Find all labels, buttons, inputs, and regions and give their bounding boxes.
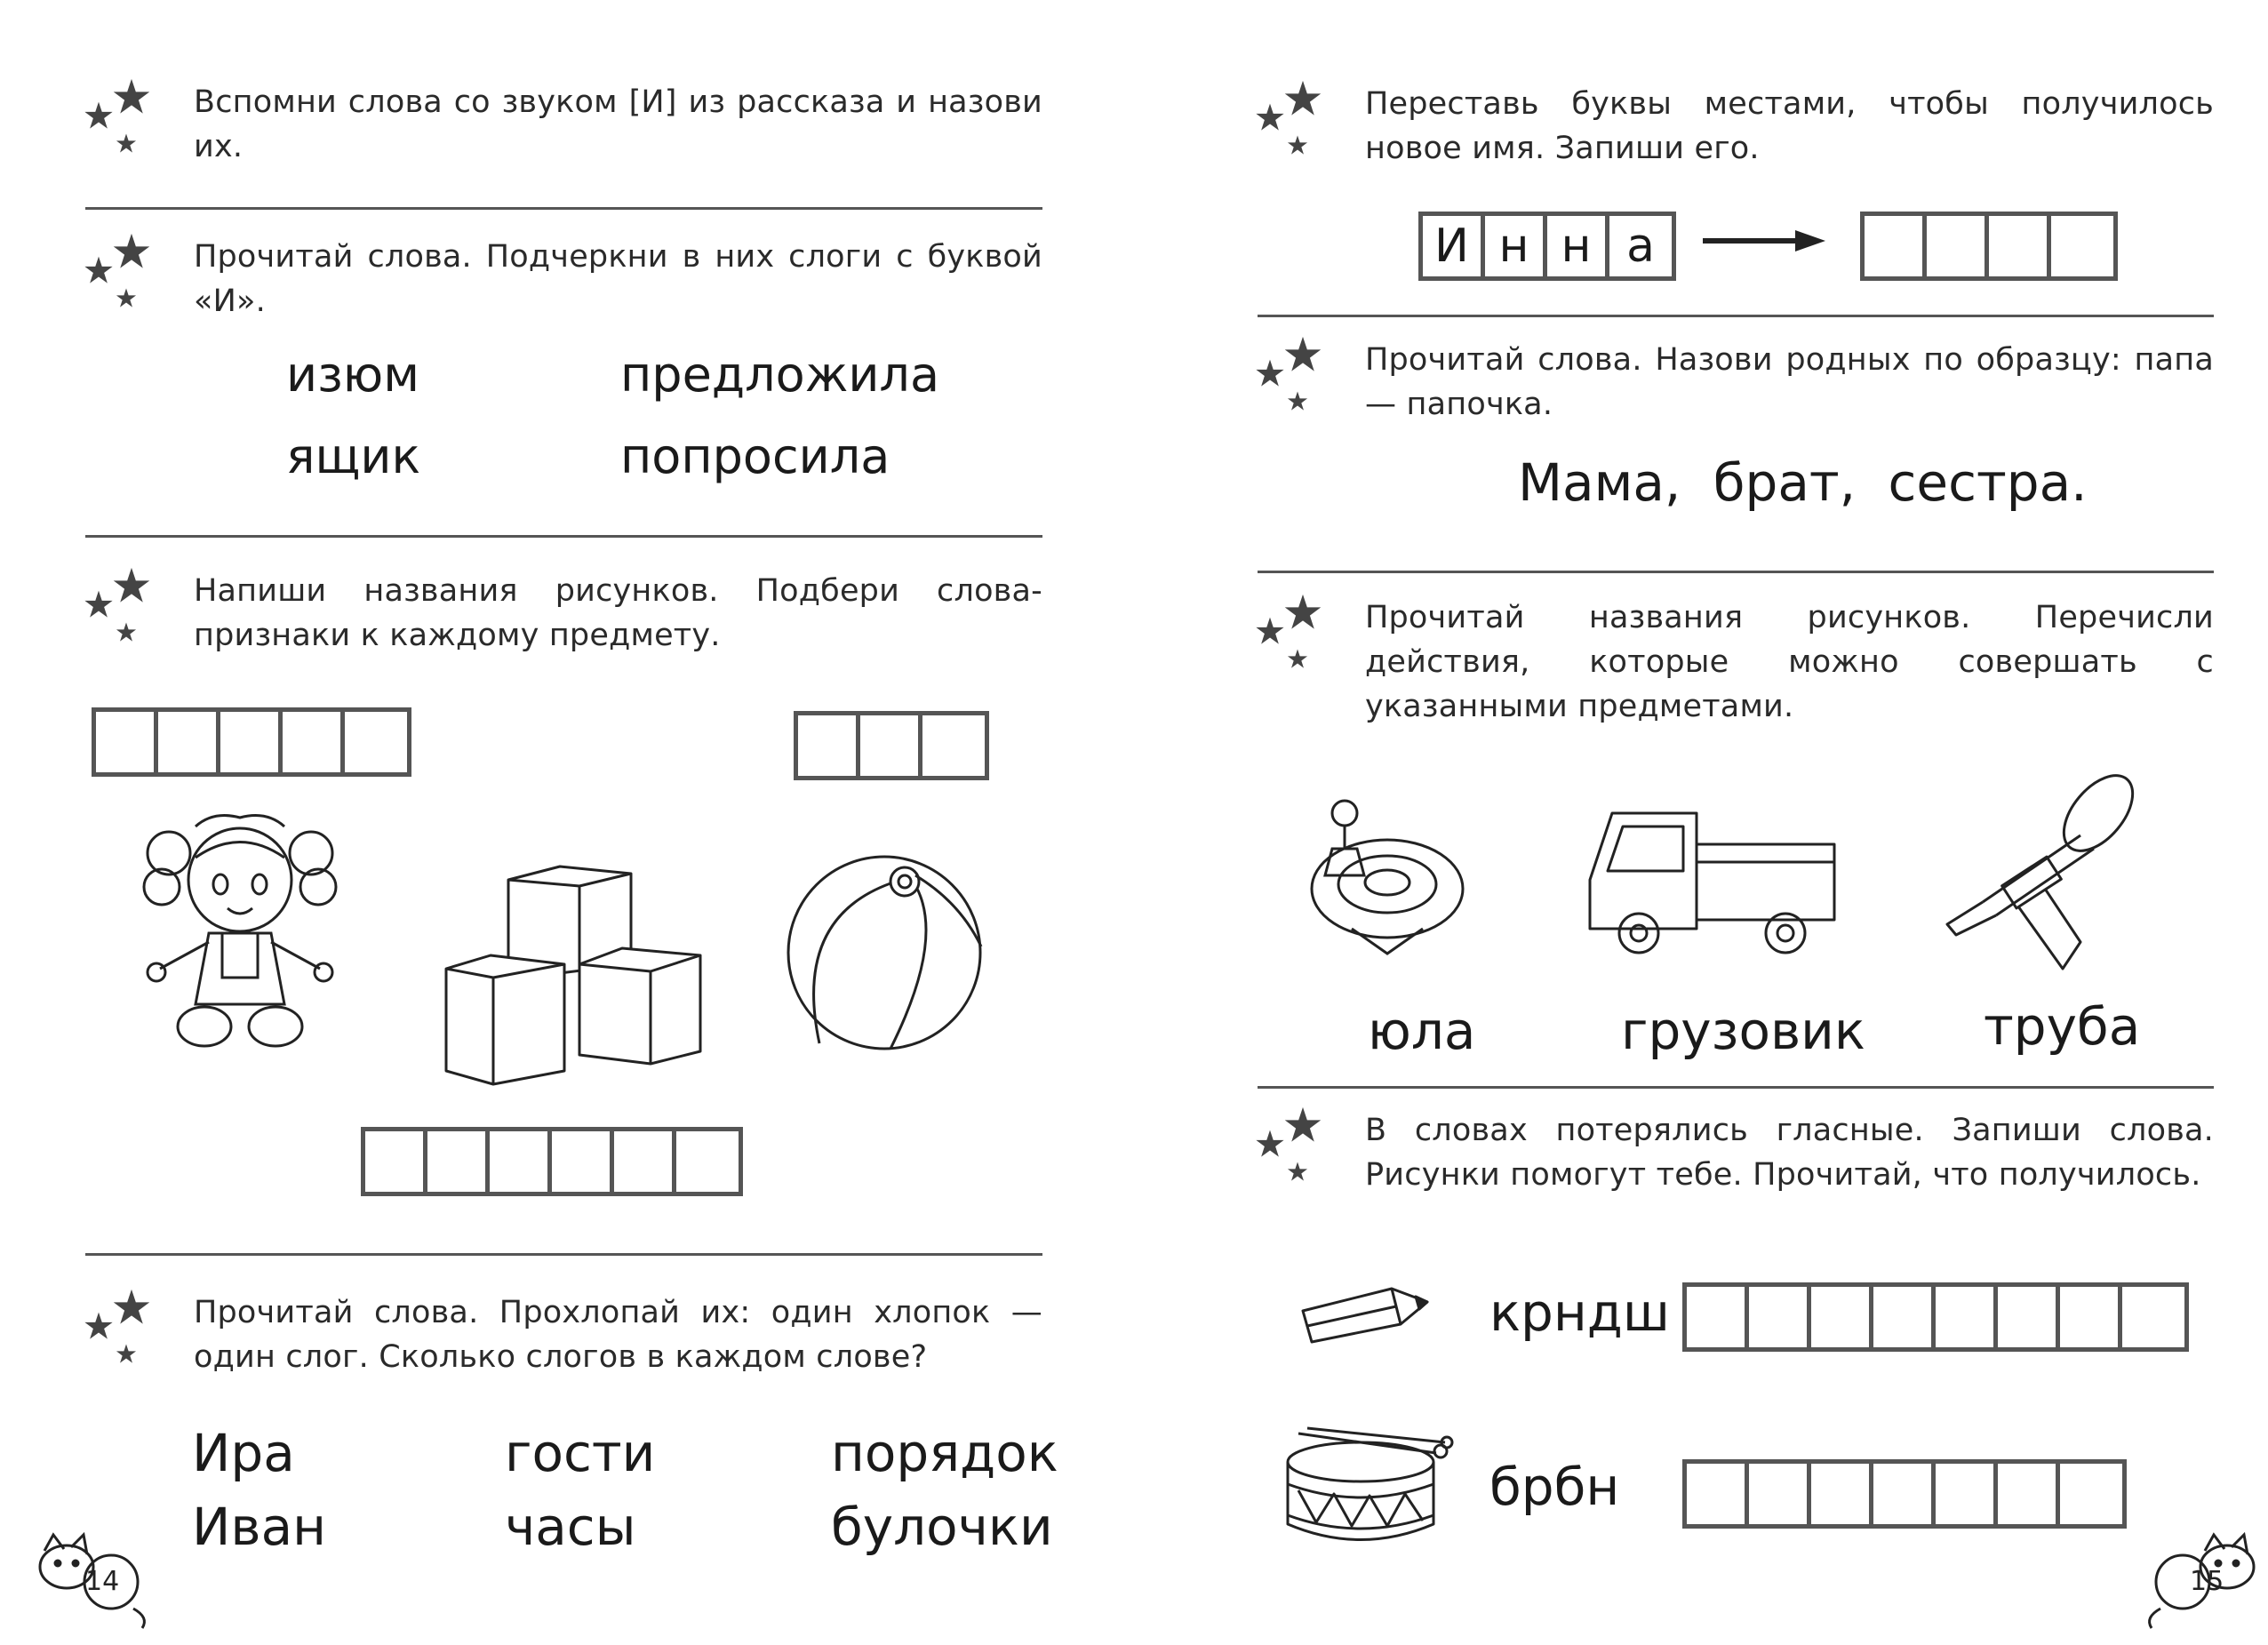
word-gosti: гости [505,1423,656,1483]
divider [85,1253,1042,1256]
divider [85,535,1042,538]
star-cluster-icon [78,78,154,154]
truck-picture [1585,804,1839,955]
task1-instruction: Вспомни слова со звуком [И] из рассказа и назови их. [194,84,1042,164]
arrow-right-icon [1703,228,1827,254]
task1-instruction: Переставь буквы местами, чтобы получилось новое имя. Запиши его. [1365,86,2214,166]
word-ira: Ира [192,1423,295,1483]
word-chasy: часы [505,1497,636,1557]
pencil-picture [1298,1284,1432,1346]
word-izyum: изюм [286,347,420,403]
page-number: 14 [85,1566,120,1597]
star-cluster-icon [1250,80,1325,156]
spinning-top-picture [1307,795,1476,955]
word-krndsh: крндш [1489,1282,1670,1343]
divider [1258,1086,2214,1089]
star-cluster-icon [78,567,154,643]
page-number: 15 [2190,1566,2224,1597]
answer-grid-doll[interactable] [92,707,411,777]
star-cluster-icon [1250,1106,1325,1182]
letter-cell: н [1485,216,1547,276]
star-cluster-icon [1250,594,1325,669]
task3-instruction: Прочитай названия рисунков. Перечисли действия, которые можно совершать с указанными предметами. [1365,600,2214,724]
word-brbn: брбн [1489,1457,1620,1517]
divider [1258,571,2214,573]
doll-picture [142,809,338,1058]
star-cluster-icon [78,233,154,308]
answer-grid-ball[interactable] [794,711,989,780]
word-bulochki: булочки [831,1497,1053,1557]
task4-instruction: В словах потерялись гласные. Запиши слова. Рисунки помогут тебе. Прочитай, что получилось. [1365,1113,2214,1193]
letter-cell: а [1626,220,1655,273]
task2-instruction: Прочитай слова. Подчеркни в них слоги с буквой «И». [194,239,1042,319]
star-cluster-icon [78,1289,154,1364]
letter-grid-inna [1418,212,1676,281]
relatives-words: Мама, брат, сестра. [1518,452,2088,513]
label-truba: труба [1984,996,2141,1057]
label-yula: юла [1368,1001,1476,1061]
divider [85,207,1042,210]
answer-grid-drum[interactable] [1682,1459,2127,1529]
cubes-picture [444,866,702,1102]
word-poryadok: порядок [831,1423,1058,1483]
word-poprosila: попросила [620,428,890,484]
letter-cell: И [1423,216,1485,276]
task4-instruction: Прочитай слова. Прохлопай их: один хлопок — один слог. Сколько слогов в каждом слове? [194,1295,1042,1375]
ball-picture [782,853,986,1053]
word-ivan: Иван [192,1497,327,1557]
divider [1258,315,2214,317]
trumpet-picture [1929,764,2143,969]
word-yashchik: ящик [286,428,421,484]
drum-picture [1281,1426,1449,1546]
task2-instruction: Прочитай слова. Назови родных по образцу: папа — папочка. [1365,342,2214,422]
answer-grid-cubes[interactable] [361,1127,743,1196]
answer-grid-new-name[interactable] [1860,212,2118,281]
answer-grid-pencil[interactable] [1682,1282,2189,1352]
star-cluster-icon [1250,336,1325,411]
letter-cell: н [1547,216,1609,276]
right-page [1134,0,2268,1645]
label-gruzovik: грузовик [1621,1001,1865,1061]
task3-instruction: Напиши названия рисунков. Подбери слова-признаки к каждому предмету. [194,573,1042,653]
word-predlozhila: предложила [620,347,940,403]
